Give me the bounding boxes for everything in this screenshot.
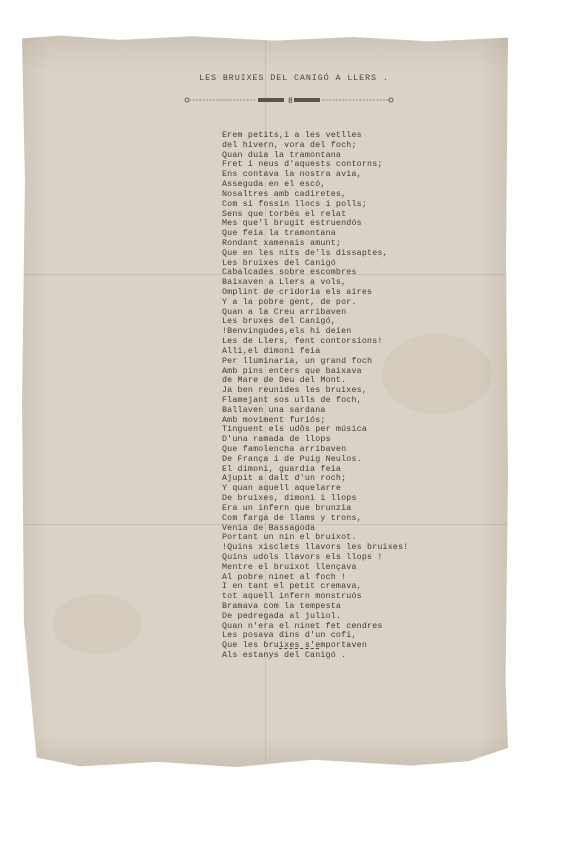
poem-line: Sens que torbés el relat [222,209,347,219]
poem-line: de Mare de Deu del Mont. [222,376,347,386]
poem-line: Omplint de cridoria els aires [222,288,373,297]
poem-line: del hivern, vora del foch; [222,140,357,150]
poem-line: De pedregada al juliol. [222,611,342,621]
poem-line: Quan a la Creu arribaven [222,307,347,317]
poem-line: Que feia la tramontana [222,229,336,239]
poem-line: Al pobre ninet al foch ! [222,572,347,582]
poem-line: Fret i neus d'aquests contorns; [222,160,383,170]
poem-line: Bramava com la tempesta [222,602,342,611]
poem-line: Tinguent els udôs per música [222,425,368,435]
poem-line: Ajupit a dalt d'un roch; [222,474,347,484]
poem-title: LES BRUIXES DEL CANIGÓ A LLERS . [199,73,389,83]
poem-line: Rondant xamenais amunt; [222,238,342,248]
poem-line: Y quan aquell aquelarre [222,484,342,494]
poem-line: !Benvingudes,els hi deien [222,327,352,337]
poem-line: Alli,el dimoni feia [222,346,321,356]
end-mark [279,648,319,651]
poem-line: Flamejant sos ulls de foch, [222,395,362,405]
paper-stain [52,594,142,654]
title-ornament [184,96,394,104]
poem-line: Quan duia la tramontana [222,150,342,160]
poem-line: Venia de Bassagoda [222,523,316,533]
poem-line: Erem petits,i a les vetlles [222,131,362,140]
poem-line: Als estanys del Canigó . [222,651,347,661]
poem-line: Les bruixes del Canigó [222,258,336,268]
poem-line: Les bruxes del Canigó, [222,317,336,327]
poem-line: Ballaven una sardana [222,405,326,415]
poem-line: Mentre el bruixot llençava [222,562,357,572]
poem-body [222,131,408,661]
poem-line: Ja ben reunides les bruixes, [222,386,368,396]
poem-line: Era un infern que brunzia [222,503,352,513]
poem-line: Nosaltres amb cadiretes, [222,189,347,199]
poem-line: Que en les nits de'ls dissaptes, [222,248,388,258]
poem-line: Com si fossin llocs i polls; [222,199,368,209]
poem-line: Com farga de llams y trons, [222,513,362,523]
poem-line: El dimoni, guardia feia [222,464,342,474]
poem-line: Quins udols llavors els llops ! [222,552,383,562]
poem-line: Amb pins enters que baixava [222,366,362,376]
poem-line: Les posava dins d'un cofí, [222,631,357,641]
poem-line: Portant un nin el bruixot. [222,533,357,543]
poem-line: Que famolencha arribaven [222,445,347,454]
poem-line: D'una ramada de llops [222,435,331,445]
poem-line: Asseguda en el escó, [222,180,326,190]
poem-line: Mes que'l brugit estruendós [222,219,362,229]
poem-line: Quan n'era el ninet fet cendres [222,621,383,631]
poem-line: Les de Llers, fent contorsions! [222,337,383,347]
ornament-number: 8 [288,97,293,104]
poem-line: Baixaven a Llers a vols, [222,278,347,288]
poem-line: Ens contava la nostra avia, [222,170,362,180]
poem-line: Y a la pobre gent, de por. [222,297,357,307]
poem-line: tot aquell infern monstruós [222,592,362,602]
poem-line: !Quins xisclets llavors les bruixes! [222,543,409,553]
poem-line: I en tant el petit cremava, [222,582,362,592]
poem-line: Amb moviment furiós; [222,415,326,425]
poem-line: Per lluminaria, un grand foch [222,356,373,366]
poem-line: Que les bruixes s'emportaven [222,641,368,651]
poem-line: Cabalcades sobre escombres [222,268,357,278]
poem-line: De bruixes, dimoni i llops [222,494,357,504]
poem-line: De França i de Puig Neulos. [222,454,362,464]
